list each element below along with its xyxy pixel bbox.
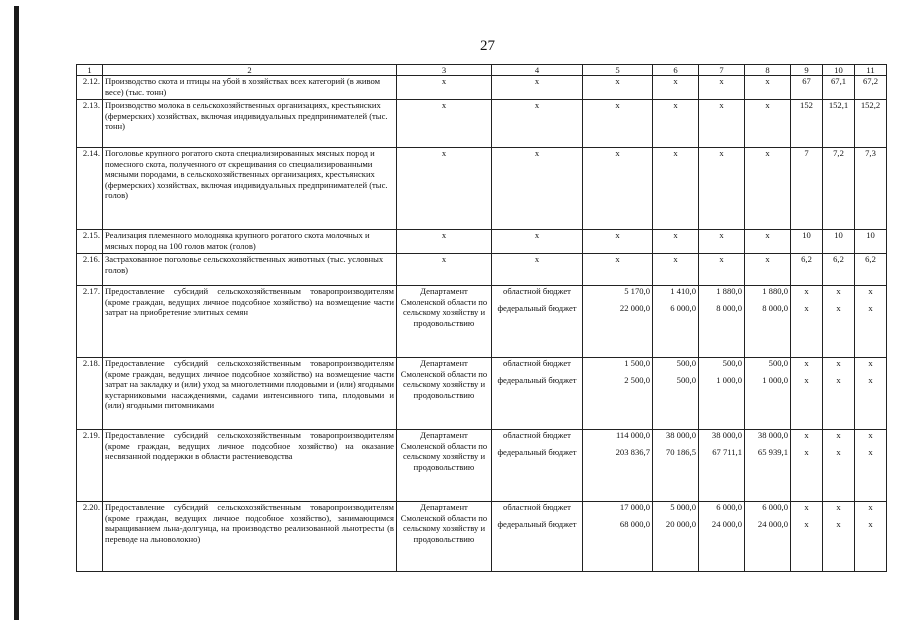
funding-source-value: федеральный бюджет (497, 446, 577, 457)
value-col-9-value: х (804, 302, 809, 313)
value-col-8-value: 1 000,0 (762, 374, 788, 385)
responsible-department: х (397, 148, 492, 230)
value-col-5-value: х (615, 254, 620, 264)
column-number-row (77, 65, 887, 76)
value-col-9-value: х (804, 286, 809, 296)
value-col-8-value: х (765, 100, 770, 110)
column-header: 8 (745, 65, 791, 76)
row-number: 2.20. (77, 502, 103, 572)
value-col-9-value: х (804, 518, 809, 529)
value-col-8 (745, 502, 791, 572)
value-col-8 (745, 358, 791, 430)
value-col-5 (583, 502, 653, 572)
value-col-10-value: х (836, 518, 841, 529)
value-col-11-value: х (868, 502, 873, 512)
value-col-10-value: 10 (834, 230, 843, 240)
table-row (77, 100, 887, 148)
value-col-5 (583, 100, 653, 148)
row-number: 2.14. (77, 148, 103, 230)
value-col-5-value: 2 500,0 (624, 374, 650, 385)
value-col-6-value: 500,0 (676, 374, 696, 385)
value-col-7 (699, 254, 745, 286)
value-col-5-value: х (615, 100, 620, 110)
value-col-5-value: х (615, 76, 620, 86)
table-row (77, 502, 887, 572)
value-col-7-value: 1 000,0 (716, 374, 742, 385)
column-header: 7 (699, 65, 745, 76)
value-col-9 (791, 100, 823, 148)
funding-source-value: областной бюджет (503, 430, 571, 440)
value-col-7-value: х (719, 76, 724, 86)
value-col-5 (583, 286, 653, 358)
value-col-7-value: х (719, 100, 724, 110)
column-header: 2 (103, 65, 397, 76)
value-col-8-value: 6 000,0 (762, 502, 788, 512)
value-col-6-value: х (673, 230, 678, 240)
funding-source-value: х (534, 100, 540, 110)
value-col-6-value: х (673, 76, 678, 86)
value-col-11-value: х (868, 358, 873, 368)
value-col-6 (653, 148, 699, 230)
value-col-5 (583, 254, 653, 286)
row-number: 2.13. (77, 100, 103, 148)
program-indicators-table (76, 64, 887, 572)
value-col-7-value: 67 711,1 (712, 446, 742, 457)
value-col-7 (699, 358, 745, 430)
value-col-8 (745, 254, 791, 286)
table-row (77, 148, 887, 230)
value-col-11-value: 10 (866, 230, 875, 240)
funding-source-value: областной бюджет (503, 358, 571, 368)
column-header: 11 (855, 65, 887, 76)
table-row (77, 286, 887, 358)
row-description: Предоставление субсидий сельскохозяйственным товаропроизводителям (кроме граждан, ведущих личное подсобное хозяйство) на оказание несвязанной поддержки в области растениеводства (103, 430, 397, 502)
page-margin-bar (14, 6, 19, 620)
value-col-8 (745, 230, 791, 254)
value-col-10 (823, 148, 855, 230)
column-header: 9 (791, 65, 823, 76)
value-col-11 (855, 430, 887, 502)
funding-source (492, 430, 583, 502)
value-col-11-value: 67,2 (862, 76, 879, 86)
value-col-7-value: 24 000,0 (711, 518, 742, 529)
value-col-8-value: 8 000,0 (762, 302, 788, 313)
row-description: Поголовье крупного рогатого скота специализированных мясных пород и помесного скота, полученного от скрещивания со специализированными мясными породами, в сельскохозяйственных организациях, крестьянских (фермерских) хозяйствах, включая индивидуальных предпринимателей (тыс. голов) (103, 148, 397, 230)
value-col-5 (583, 430, 653, 502)
value-col-9 (791, 230, 823, 254)
value-col-11-value: х (868, 286, 873, 296)
value-col-5-value: 22 000,0 (619, 302, 650, 313)
row-number: 2.15. (77, 230, 103, 254)
value-col-7-value: 6 000,0 (716, 502, 742, 512)
value-col-8-value: 65 939,1 (757, 446, 788, 457)
value-col-7-value: 1 880,0 (716, 286, 742, 296)
row-description: Реализация племенного молодняка крупного рогатого скота молочных и мясных пород на 100 голов маток (голов) (103, 230, 397, 254)
value-col-5-value: 17 000,0 (619, 502, 650, 512)
value-col-10-value: 67,1 (830, 76, 847, 86)
value-col-11 (855, 286, 887, 358)
responsible-department: Департамент Смоленской области по сельскому хозяйству и продовольствию (397, 358, 492, 430)
value-col-8-value: 38 000,0 (757, 430, 788, 440)
value-col-6-value: 70 186,5 (665, 446, 696, 457)
row-description: Предоставление субсидий сельскохозяйственным товаропроизводителям (кроме граждан, ведущих личное подсобное хозяйство) на возмещение части затрат на приобретение элитных семян (103, 286, 397, 358)
table-row (77, 230, 887, 254)
funding-source (492, 254, 583, 286)
row-description: Производство скота и птицы на убой в хозяйствах всех категорий (в живом весе) (тыс. тонн) (103, 76, 397, 100)
funding-source (492, 358, 583, 430)
value-col-11 (855, 358, 887, 430)
value-col-8-value: х (765, 148, 770, 158)
value-col-7-value: 500,0 (722, 358, 742, 368)
value-col-7 (699, 148, 745, 230)
row-description: Производство молока в сельскохозяйственных организациях, крестьянских (фермерских) хозяйствах, включая индивидуальных предпринимателей (тыс. тонн) (103, 100, 397, 148)
value-col-7 (699, 76, 745, 100)
funding-source-value: х (534, 148, 540, 158)
value-col-11-value: х (868, 374, 873, 385)
value-col-9-value: 67 (802, 76, 811, 86)
value-col-6 (653, 254, 699, 286)
value-col-8-value: 1 880,0 (762, 286, 788, 296)
value-col-6-value: 1 410,0 (670, 286, 696, 296)
value-col-7 (699, 100, 745, 148)
table-row (77, 358, 887, 430)
value-col-10-value: х (836, 286, 841, 296)
value-col-5-value: 203 836,7 (615, 446, 650, 457)
value-col-9 (791, 148, 823, 230)
responsible-department: Департамент Смоленской области по сельскому хозяйству и продовольствию (397, 286, 492, 358)
funding-source (492, 502, 583, 572)
value-col-6 (653, 430, 699, 502)
value-col-10 (823, 100, 855, 148)
value-col-10-value: 152,1 (828, 100, 849, 110)
value-col-5 (583, 358, 653, 430)
value-col-10-value: х (836, 302, 841, 313)
value-col-8-value: 500,0 (768, 358, 788, 368)
funding-source-value: федеральный бюджет (497, 302, 577, 313)
value-col-5-value: 5 170,0 (624, 286, 650, 296)
column-header: 6 (653, 65, 699, 76)
responsible-department: х (397, 100, 492, 148)
value-col-9-value: 10 (802, 230, 811, 240)
column-header: 10 (823, 65, 855, 76)
value-col-8 (745, 148, 791, 230)
value-col-9-value: 7 (804, 148, 809, 158)
value-col-11 (855, 230, 887, 254)
value-col-11-value: 7,3 (865, 148, 876, 158)
row-number: 2.18. (77, 358, 103, 430)
funding-source (492, 148, 583, 230)
value-col-7-value: х (719, 148, 724, 158)
value-col-6 (653, 230, 699, 254)
value-col-10 (823, 286, 855, 358)
page-number: 27 (480, 38, 495, 54)
table-row (77, 254, 887, 286)
value-col-10 (823, 358, 855, 430)
value-col-5 (583, 76, 653, 100)
value-col-11 (855, 76, 887, 100)
row-description: Предоставление субсидий сельскохозяйственным товаропроизводителям (кроме граждан, ведущих личное подсобное хозяйство), занимающимся выращиванием льна-долгунца, на производство реализованной льнотресты (в переводе на льноволокно) (103, 502, 397, 572)
responsible-department: х (397, 230, 492, 254)
value-col-10 (823, 230, 855, 254)
responsible-department: Департамент Смоленской области по сельскому хозяйству и продовольствию (397, 502, 492, 572)
column-header: 1 (77, 65, 103, 76)
value-col-9-value: х (804, 358, 809, 368)
funding-source-value: х (534, 230, 540, 240)
value-col-5-value: х (615, 230, 620, 240)
value-col-9 (791, 430, 823, 502)
value-col-10-value: х (836, 446, 841, 457)
row-number: 2.19. (77, 430, 103, 502)
value-col-9 (791, 502, 823, 572)
value-col-8 (745, 430, 791, 502)
value-col-10-value: х (836, 430, 841, 440)
value-col-9 (791, 76, 823, 100)
funding-source-value: федеральный бюджет (497, 374, 577, 385)
funding-source (492, 230, 583, 254)
responsible-department: Департамент Смоленской области по сельскому хозяйству и продовольствию (397, 430, 492, 502)
value-col-10-value: 7,2 (833, 148, 844, 158)
value-col-11-value: х (868, 302, 873, 313)
responsible-department: х (397, 76, 492, 100)
value-col-9-value: х (804, 502, 809, 512)
value-col-5-value: 68 000,0 (619, 518, 650, 529)
value-col-6-value: 5 000,0 (670, 502, 696, 512)
value-col-11 (855, 254, 887, 286)
value-col-7 (699, 430, 745, 502)
value-col-9-value: х (804, 446, 809, 457)
value-col-7 (699, 502, 745, 572)
funding-source-value: федеральный бюджет (497, 518, 577, 529)
value-col-9-value: х (804, 430, 809, 440)
value-col-8-value: х (765, 76, 770, 86)
value-col-11-value: 152,2 (860, 100, 881, 110)
value-col-8 (745, 76, 791, 100)
value-col-8-value: х (765, 254, 770, 264)
table-row (77, 430, 887, 502)
value-col-5 (583, 230, 653, 254)
value-col-6 (653, 286, 699, 358)
value-col-6-value: 6 000,0 (670, 302, 696, 313)
value-col-9-value: х (804, 374, 809, 385)
value-col-6 (653, 100, 699, 148)
row-number: 2.17. (77, 286, 103, 358)
funding-source (492, 76, 583, 100)
funding-source (492, 286, 583, 358)
value-col-8 (745, 100, 791, 148)
value-col-7 (699, 286, 745, 358)
value-col-9-value: 6,2 (801, 254, 812, 264)
value-col-6-value: 20 000,0 (665, 518, 696, 529)
value-col-11-value: х (868, 518, 873, 529)
value-col-8-value: 24 000,0 (757, 518, 788, 529)
value-col-11 (855, 100, 887, 148)
value-col-7-value: 8 000,0 (716, 302, 742, 313)
value-col-6 (653, 502, 699, 572)
funding-source-value: х (534, 76, 540, 86)
value-col-9 (791, 286, 823, 358)
value-col-6 (653, 76, 699, 100)
value-col-10-value: 6,2 (833, 254, 844, 264)
row-number: 2.12. (77, 76, 103, 100)
value-col-11-value: х (868, 446, 873, 457)
row-description: Застрахованное поголовье сельскохозяйственных животных (тыс. условных голов) (103, 254, 397, 286)
funding-source-value: областной бюджет (503, 502, 571, 512)
value-col-6-value: х (673, 148, 678, 158)
row-number: 2.16. (77, 254, 103, 286)
value-col-10 (823, 502, 855, 572)
funding-source-value: х (534, 254, 540, 264)
value-col-7-value: 38 000,0 (711, 430, 742, 440)
column-header: 3 (397, 65, 492, 76)
value-col-5 (583, 148, 653, 230)
value-col-10-value: х (836, 358, 841, 368)
value-col-5-value: х (615, 148, 620, 158)
value-col-5-value: 1 500,0 (624, 358, 650, 368)
value-col-10 (823, 76, 855, 100)
value-col-10 (823, 430, 855, 502)
value-col-6 (653, 358, 699, 430)
value-col-8 (745, 286, 791, 358)
value-col-9 (791, 358, 823, 430)
value-col-10 (823, 254, 855, 286)
value-col-8-value: х (765, 230, 770, 240)
table-row (77, 76, 887, 100)
value-col-11-value: х (868, 430, 873, 440)
responsible-department: х (397, 254, 492, 286)
value-col-10-value: х (836, 374, 841, 385)
value-col-9 (791, 254, 823, 286)
column-header: 5 (583, 65, 653, 76)
value-col-11 (855, 502, 887, 572)
value-col-6-value: 500,0 (676, 358, 696, 368)
value-col-6-value: х (673, 100, 678, 110)
value-col-7-value: х (719, 230, 724, 240)
value-col-11 (855, 148, 887, 230)
column-header: 4 (492, 65, 583, 76)
value-col-7-value: х (719, 254, 724, 264)
value-col-6-value: х (673, 254, 678, 264)
value-col-10-value: х (836, 502, 841, 512)
funding-source-value: областной бюджет (503, 286, 571, 296)
value-col-7 (699, 230, 745, 254)
value-col-6-value: 38 000,0 (665, 430, 696, 440)
value-col-9-value: 152 (800, 100, 813, 110)
value-col-11-value: 6,2 (865, 254, 876, 264)
row-description: Предоставление субсидий сельскохозяйственным товаропроизводителям (кроме граждан, ведущих личное подсобное хозяйство) на возмещение части затрат на закладку и (или) уход за многолетними плодовыми и (или) ягодными кустарниковыми насаждениями, садами интенсивного типа, плодовыми и (или) ягодными питомниками (103, 358, 397, 430)
funding-source (492, 100, 583, 148)
value-col-5-value: 114 000,0 (615, 430, 650, 440)
